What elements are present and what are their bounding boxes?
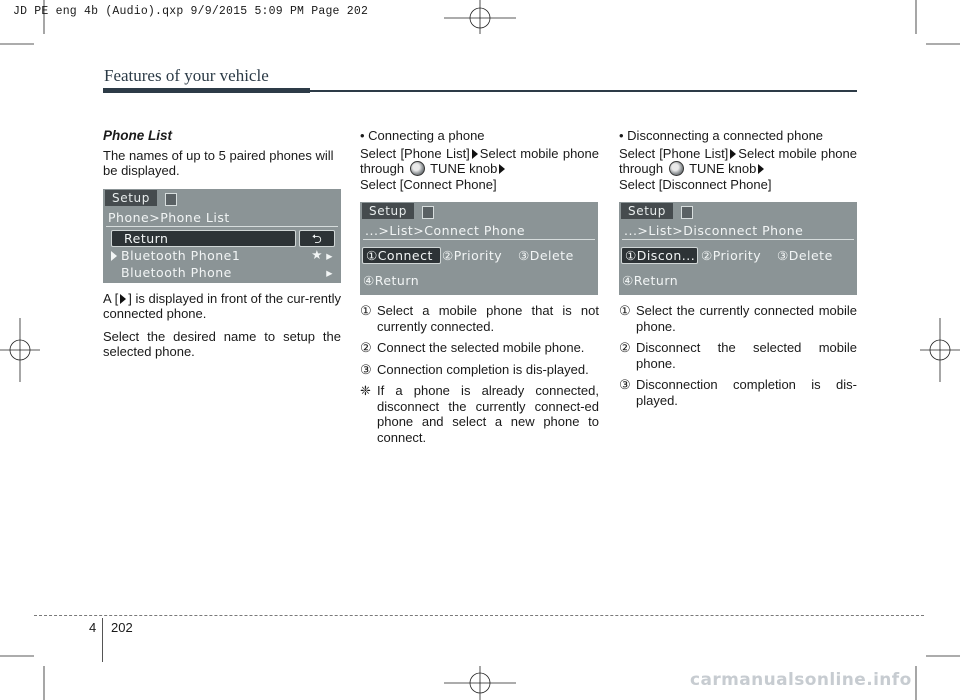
step-number: ③	[360, 361, 372, 377]
instr-d: Select [Disconnect Phone]	[619, 176, 772, 192]
screen-connect-phone	[360, 202, 598, 295]
step-number: ②	[619, 340, 631, 355]
step-text: If a phone is already connected, disconnect the currently connect-ed phone and select a new phone to connect.	[377, 383, 599, 445]
phone-row-2-arrow-icon: ▸	[326, 264, 333, 280]
tune-knob-icon	[669, 161, 684, 176]
arrow-icon	[499, 164, 505, 174]
step-item	[360, 303, 599, 334]
instr-b: Select mobile phone through	[360, 145, 599, 176]
phone-row-2[interactable]	[121, 265, 333, 281]
setup-tag-icon	[681, 206, 693, 219]
phone-name-1: Bluetooth Phone1	[121, 247, 241, 263]
option-priority[interactable]: ②Priority	[442, 248, 503, 263]
print-slug: JD PE eng 4b (Audio).qxp 9/9/2015 5:09 PM Page 202	[13, 5, 369, 18]
step-text: Disconnection completion is dis-played.	[636, 377, 857, 408]
step-number: ①	[360, 303, 372, 318]
step-item	[360, 383, 599, 445]
instr-a: Select [Phone List]	[360, 145, 470, 161]
option-delete[interactable]: ③Delete	[777, 248, 833, 263]
instr-d: Select [Connect Phone]	[360, 176, 497, 192]
column-disconnect-phone	[619, 128, 857, 414]
screen-path-rule	[622, 239, 854, 240]
section-title: Features of your vehicle	[104, 66, 269, 85]
setup-tag: Setup	[105, 190, 157, 206]
step-item	[619, 303, 857, 334]
column-phone-list	[103, 128, 341, 367]
column-connect-phone	[360, 128, 599, 451]
option-disconnect[interactable]: ①Discon...	[621, 247, 698, 264]
phone-row-1[interactable]	[111, 248, 333, 264]
connect-steps-list	[360, 303, 599, 445]
step-item	[619, 377, 857, 408]
paragraph-connected-marker	[103, 291, 341, 322]
step-number: ③	[619, 377, 631, 392]
step-number: ❈	[360, 383, 371, 398]
step-text: Disconnect the selected mobile phone.	[636, 340, 857, 371]
instr-c: TUNE knob	[430, 161, 498, 176]
instr-c: TUNE knob	[689, 161, 757, 176]
screen-path: Phone>Phone List	[108, 209, 230, 225]
marker-text-a: A [	[103, 290, 119, 306]
phone-name-2: Bluetooth Phone	[121, 264, 232, 280]
setup-tag: Setup	[362, 203, 414, 219]
instr-b: Select mobile phone through	[619, 145, 857, 176]
page-number-rule	[102, 618, 103, 662]
header-rule-thick	[103, 88, 310, 93]
registration-target-bottom	[444, 666, 516, 700]
screen-path: ...>List>Connect Phone	[365, 223, 526, 238]
phone-row-1-arrow-icon: ▸	[326, 247, 333, 263]
instruction-connect	[360, 146, 599, 193]
option-return[interactable]: ④Return	[622, 273, 679, 288]
paragraph-select-name: Select the desired name to setup the selected phone.	[103, 328, 341, 359]
heading-connecting: • Connecting a phone	[360, 128, 485, 143]
return-label: Return	[124, 230, 169, 246]
step-item	[360, 340, 599, 356]
registration-target-right	[920, 318, 960, 382]
screen-phone-list	[103, 189, 341, 283]
instr-a: Select [Phone List]	[619, 145, 729, 161]
screen-path: ...>List>Disconnect Phone	[624, 223, 804, 238]
header-rule-thin	[310, 90, 857, 92]
arrow-icon	[758, 164, 764, 174]
option-connect[interactable]: ①Connect	[362, 247, 441, 264]
priority-star-icon: ★	[311, 246, 323, 262]
connected-marker-icon	[111, 251, 117, 261]
step-item	[619, 340, 857, 371]
step-item	[360, 362, 599, 378]
step-text: Connection completion is dis-played.	[377, 361, 589, 377]
instruction-disconnect	[619, 146, 857, 193]
option-delete[interactable]: ③Delete	[518, 248, 574, 263]
footer-dashed-rule	[34, 615, 924, 616]
step-number: ①	[619, 303, 631, 318]
registration-target-left	[0, 318, 40, 382]
heading-disconnecting: • Disconnecting a connected phone	[619, 128, 824, 143]
step-text: Select the currently connected mobile phone.	[636, 303, 857, 334]
return-row[interactable]	[111, 230, 296, 247]
option-return[interactable]: ④Return	[363, 273, 420, 288]
step-text: Connect the selected mobile phone.	[377, 340, 585, 355]
arrow-icon	[730, 149, 736, 159]
screen-path-rule	[363, 239, 595, 240]
disconnect-steps-list	[619, 303, 857, 408]
setup-tag: Setup	[621, 203, 673, 219]
play-triangle-icon	[120, 294, 126, 304]
chapter-number: 4	[89, 620, 97, 635]
step-text: Select a mobile phone that is not currently connected.	[377, 303, 599, 334]
screen-disconnect-phone	[619, 202, 857, 295]
setup-tag-icon	[422, 206, 434, 219]
page-number: 202	[111, 620, 133, 635]
tune-knob-icon	[410, 161, 425, 176]
setup-tag-icon	[165, 193, 177, 206]
subhead-phone-list: Phone List	[103, 128, 173, 143]
arrow-icon	[472, 149, 478, 159]
paragraph-paired-phones: The names of up to 5 paired phones will be displayed.	[103, 147, 334, 178]
option-priority[interactable]: ②Priority	[701, 248, 762, 263]
marker-text-b: ] is displayed in front of the cur-rently connected phone.	[103, 290, 341, 321]
back-button[interactable]	[299, 230, 335, 247]
registration-target-top	[444, 0, 516, 34]
screen-path-rule	[106, 226, 338, 227]
watermark: carmanualsonline.info	[690, 670, 912, 690]
back-arrow-icon: ⮌	[311, 230, 323, 246]
step-number: ②	[360, 340, 372, 355]
